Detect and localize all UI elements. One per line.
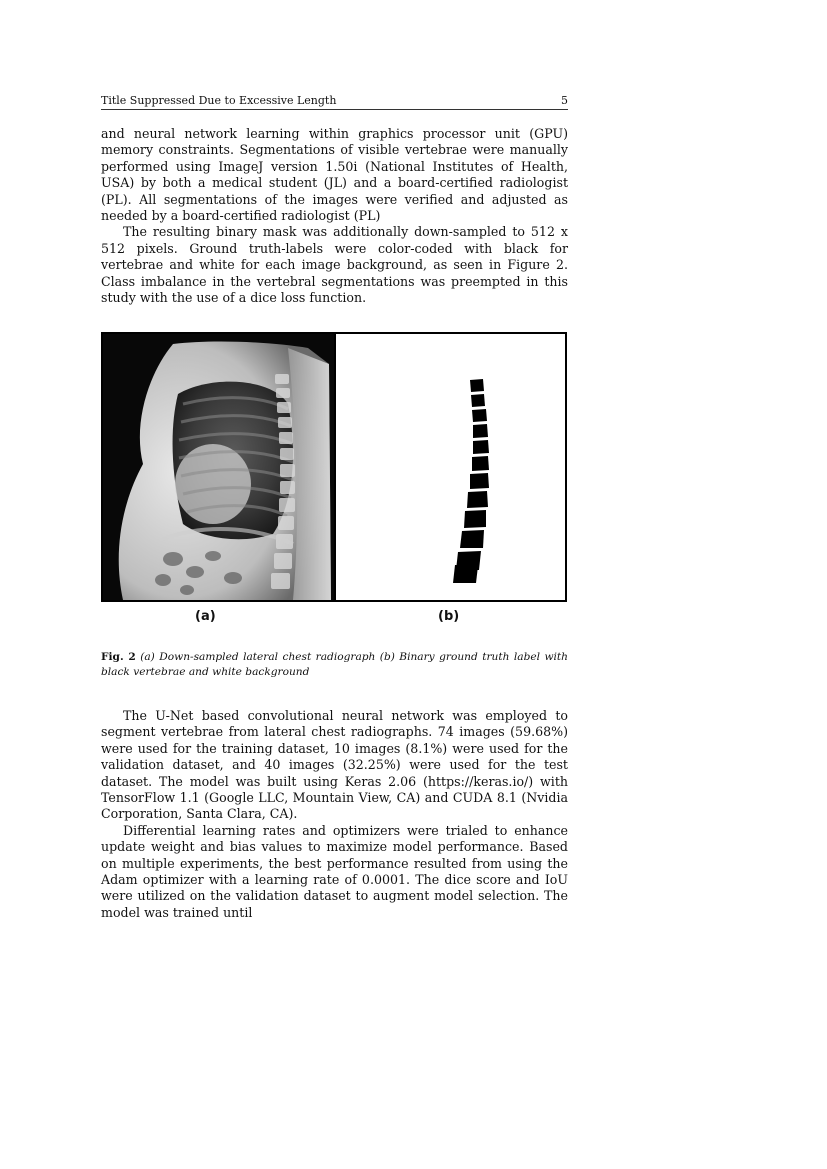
figure-caption [101,650,568,679]
vertebrae-mask-illustration [336,334,565,600]
paragraph: Differential learning rates and optimizers were trialed to enhance update weight and bias values to maximize model performance. Based on multiple experiments, the best performance resulted from using the Adam optimizer with a learning rate of 0.0001. The dice score and IoU were utilized on the validation dataset to augment model selection. The model was trained until [101,822,568,920]
page-number: 5 [561,94,568,107]
panel-label-b: (b) [438,609,460,624]
caption-number: Fig. 2 [101,651,136,663]
figure-2 [101,332,567,602]
panel-label-a: (a) [195,609,216,624]
running-header [101,91,568,109]
paragraph: The U-Net based convolutional neural network was employed to segment vertebrae from lateral chest radiographs. 74 images (59.68%) were used for the training dataset, 10 images (8.1%) were used for the validation dataset, and 40 images (32.25%) were used for the test dataset. The model was built using Keras 2.06 (https://keras.io/) with TensorFlow 1.1 (Google LLC, Mountain View, CA) and CUDA 8.1 (Nvidia Corporation, Santa Clara, CA). [101,708,568,822]
chest-radiograph-image [103,334,334,600]
caption-text: (a) Down-sampled lateral chest radiograph (b) Binary ground truth label with black vertebrae and white background [101,651,568,678]
text-block-bottom [101,708,568,921]
header-rule [101,109,568,110]
binary-label-image [336,334,565,600]
paragraph: and neural network learning within graphics processor unit (GPU) memory constraints. Segmentations of visible vertebrae were manually performed using ImageJ version 1.50i (National Institutes of Health, USA) by both a medical student (JL) and a board-certified radiologist (PL). All segmentations of the images were verified and adjusted as needed by a board-certified radiologist (PL) [101,126,568,224]
running-title: Title Suppressed Due to Excessive Length [101,94,337,107]
radiograph-illustration [103,334,334,600]
text-block-top [101,126,568,306]
paragraph: The resulting binary mask was additionally down-sampled to 512 x 512 pixels. Ground truth-labels were color-coded with black for vertebrae and white for each image background, as seen in Figure 2. Class imbalance in the vertebral segmentations was preempted in this study with the use of a dice loss function. [101,224,568,306]
